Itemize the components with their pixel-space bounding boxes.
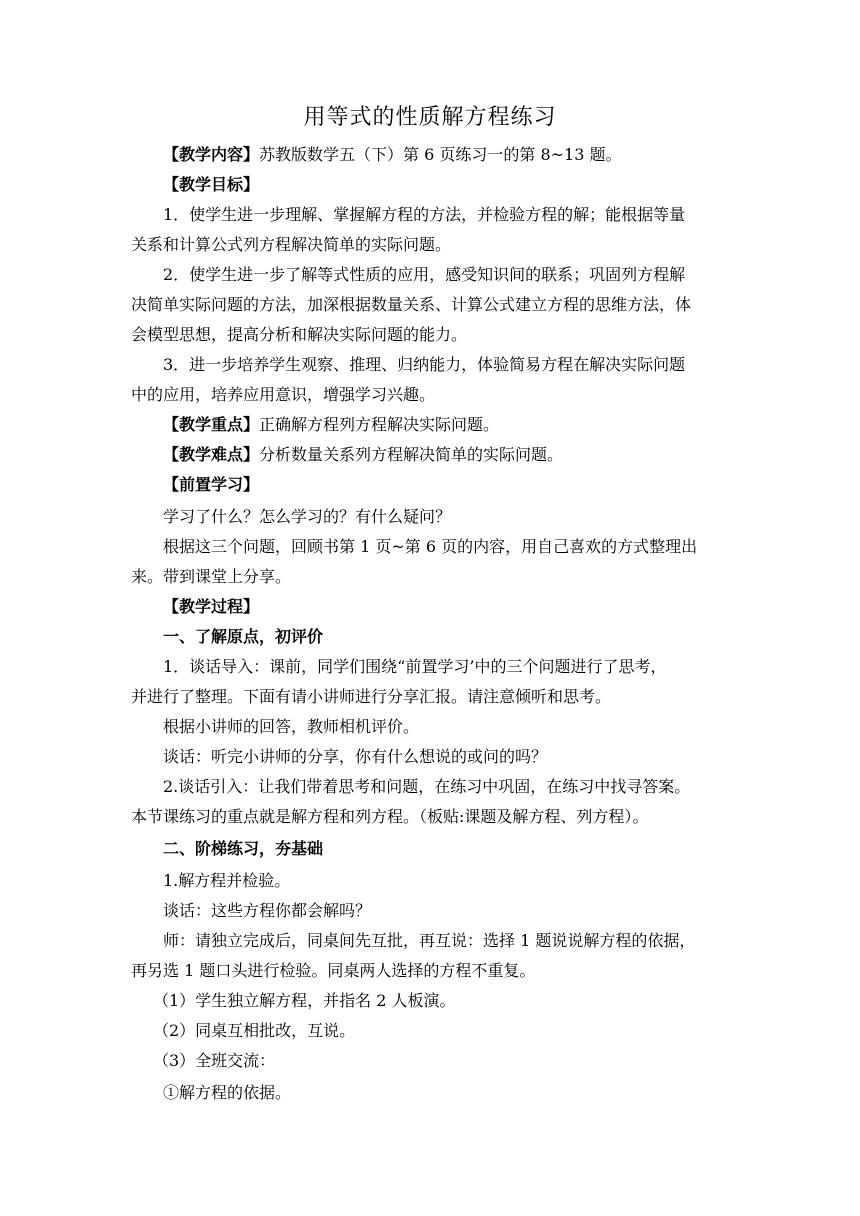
paragraph-line: 中的应用，培养应用意识，增强学习兴趣。 [131,385,436,404]
list-item: ①解方程的依据。 [163,1083,292,1102]
paragraph-line: 1．谈话导入：课前，同学们围绕“前置学习’中的三个问题进行了思考， [163,657,667,676]
paragraph-line: 决简单实际问题的方法，加深根据数量关系、计算公式建立方程的思维方法，体 [131,295,692,314]
paragraph-line: 2．使学生进一步了解等式性质的应用，感受知识间的联系；巩固列方程解 [163,265,686,284]
paragraph-line: 本节课练习的重点就是解方程和列方程。（板贴:课题及解方程、列方程）。 [131,807,649,826]
teaching-difficulty [163,444,563,466]
paragraph-line: 谈话：听完小讲师的分享，你有什么想说的或问的吗？ [163,747,548,766]
paragraph-line: 2.谈话引入：让我们带着思考和问题，在练习中巩固，在练习中找寻答案。 [163,777,691,796]
paragraph-line: 关系和计算公式列方程解决简单的实际问题。 [131,235,452,254]
section-label: 【教学重点】 [163,415,260,434]
section-text: 正确解方程列方程解决实际问题。 [259,415,500,434]
goals-heading: 【教学目标】 [163,175,260,194]
section-one-heading: 一、了解原点，初评价 [163,627,324,646]
teaching-key-point [163,414,499,436]
paragraph-line: 会模型思想，提高分析和解决实际问题的能力。 [131,325,468,344]
paragraph-line: 1．使学生进一步理解、掌握解方程的方法，并检验方程的解；能根据等量 [163,205,686,224]
section-text: 苏教版数学五（下）第 6 页练习一的第 8~13 题。 [259,145,622,164]
section-text: 分析数量关系列方程解决简单的实际问题。 [259,445,564,464]
paragraph-line: 并进行了整理。下面有请小讲师进行分享汇报。请注意倾听和思考。 [131,687,612,706]
paragraph-line: 师：请独立完成后，同桌间先互批，再互说：选择 1 题说说解方程的依据， [163,931,696,950]
section-label: 【教学内容】 [163,145,260,164]
page-title: 用等式的性质解方程练习 [303,105,557,130]
pre-study-heading: 【前置学习】 [163,475,260,494]
paragraph-line: 1.解方程并检验。 [163,871,291,890]
list-item: （1）学生独立解方程，并指名 2 人板演。 [153,991,456,1010]
list-item: （3）全班交流： [153,1051,276,1070]
section-two-heading: 二、阶梯练习，夯基础 [163,839,324,858]
paragraph-line: 再另选 1 题口头进行检验。同桌两人选择的方程不重复。 [131,961,536,980]
list-item: （2）同桌互相批改，互说。 [153,1021,356,1040]
teaching-content [163,144,622,166]
paragraph-line: 学习了什么？怎么学习的？有什么疑问？ [163,507,452,526]
paragraph-line: 谈话：这些方程你都会解吗？ [163,901,372,920]
paragraph-line: 3．进一步培养学生观察、推理、归纳能力，体验简易方程在解决实际问题 [163,355,686,374]
paragraph-line: 根据这三个问题，回顾书第 1 页~第 6 页的内容，用自己喜欢的方式整理出 [163,537,698,556]
paragraph-line: 来。带到课堂上分享。 [131,567,292,586]
process-heading: 【教学过程】 [163,597,260,616]
paragraph-line: 根据小讲师的回答，教师相机评价。 [163,717,420,736]
section-label: 【教学难点】 [163,445,260,464]
